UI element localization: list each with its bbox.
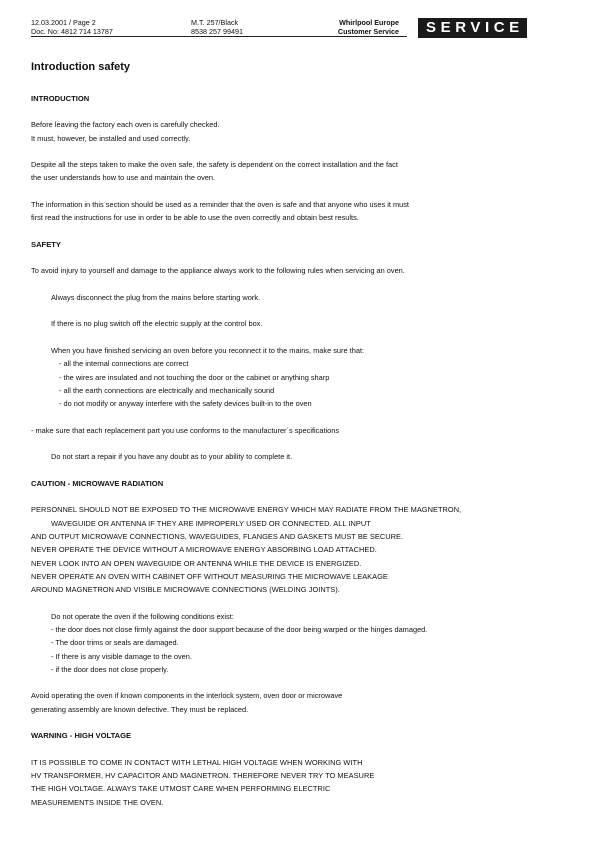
section-heading-warning: WARNING - HIGH VOLTAGE xyxy=(31,731,132,741)
list-item: - all the earth connections are electrically and mechanically sound xyxy=(59,385,275,395)
safety-paragraph-5: - make sure that each replacement part you use conforms to the manufacturer´s specifications xyxy=(31,425,340,435)
text-line: AROUND MAGNETRON AND VISIBLE MICROWAVE CONNECTIONS (WELDING JOINTS). xyxy=(31,585,340,595)
header-date: 12.03.2001 / Page 2 xyxy=(31,18,96,27)
safety-paragraph-6: Do not start a repair if you have any doubt as to your ability to complete it. xyxy=(51,452,293,462)
text-line: WAVEGUIDE OR ANTENNA IF THEY ARE IMPROPERLY USED OR CONNECTED. ALL INPUT xyxy=(51,518,371,528)
list-item: - if the door does not close properly. xyxy=(51,664,169,674)
text-line: NEVER OPERATE THE DEVICE WITHOUT A MICROWAVE ENERGY ABSORBING LOAD ATTACHED. xyxy=(31,545,377,555)
text-line: IT IS POSSIBLE TO COME IN CONTACT WITH LETHAL HIGH VOLTAGE WHEN WORKING WITH xyxy=(31,757,363,767)
list-item: - the door does not close firmly against the door support because of the door being warped or the hinges damaged. xyxy=(51,624,428,634)
text-line: Before leaving the factory each oven is carefully checked. xyxy=(31,120,220,130)
list-item: - the wires are insulated and not touching the door or the cabinet or anything sharp xyxy=(59,372,330,382)
header-doc-number: Doc. No: 4812 714 13787 xyxy=(31,27,113,36)
text-line: It must, however, be installed and used correctly. xyxy=(31,133,191,143)
section-heading-introduction: INTRODUCTION xyxy=(31,94,90,103)
text-line: The information in this section should be used as a reminder that the oven is safe and that anyone who uses it must xyxy=(31,200,409,210)
safety-paragraph-3: If there is no plug switch off the electric supply at the control box. xyxy=(51,319,263,329)
list-item: - do not modify or anyway interfere with the safety devices built-in to the oven xyxy=(59,399,312,409)
header-company-name: Whirlpool Europe xyxy=(339,18,399,27)
safety-paragraph-2: Always disconnect the plug from the mains before starting work. xyxy=(51,292,261,302)
header-model xyxy=(191,18,243,36)
document-body xyxy=(31,60,571,822)
safety-paragraph-4: When you have finished servicing an oven before you reconnect it to the mains, make sure that: xyxy=(51,346,365,356)
section-heading-safety: SAFETY xyxy=(31,239,61,249)
text-line: Avoid operating the oven if known components in the interlock system, oven door or microwave xyxy=(31,691,343,701)
text-line: Despite all the steps taken to make the oven safe, the safety is dependent on the correct installation and the fact xyxy=(31,160,398,170)
caution-paragraph-2: Do not operate the oven if the following conditions exist: xyxy=(51,611,234,621)
text-line: NEVER OPERATE AN OVEN WITH CABINET OFF WITHOUT MEASURING THE MICROWAVE LEAKAGE xyxy=(31,571,388,581)
text-line: HV TRANSFORMER, HV CAPACITOR AND MAGNETRON. THEREFORE NEVER TRY TO MEASURE xyxy=(31,770,375,780)
safety-checklist xyxy=(31,357,571,410)
text-line: the user understands how to use and maintain the oven. xyxy=(31,173,216,183)
text-line: first read the instructions for use in order to be able to use the oven correctly and obtain best results. xyxy=(31,213,359,223)
text-line: NEVER LOOK INTO AN OPEN WAVEGUIDE OR ANTENNA WHILE THE DEVICE IS ENERGIZED. xyxy=(31,558,362,568)
intro-paragraph-1 xyxy=(31,118,571,145)
header-divider xyxy=(31,36,407,37)
header-model-name: M.T. 257/Black xyxy=(191,18,239,27)
list-item: - all the internal connections are correct xyxy=(59,359,189,369)
safety-paragraph-1: To avoid injury to yourself and damage to the appliance always work to the following rules when servicing an oven. xyxy=(31,266,405,276)
page-title: Introduction safety xyxy=(31,61,131,73)
header-company xyxy=(321,18,399,36)
intro-paragraph-3 xyxy=(31,198,571,225)
list-item: - The door trims or seals are damaged. xyxy=(51,638,179,648)
header-model-number: 8538 257 99491 xyxy=(191,27,243,36)
text-line: generating assembly are known defective. They must be replaced. xyxy=(31,704,249,714)
intro-paragraph-2 xyxy=(31,158,571,185)
warning-block xyxy=(31,756,571,809)
caution-conditions-list xyxy=(31,623,571,676)
header-department: Customer Service xyxy=(337,27,399,36)
section-heading-caution: CAUTION - MICROWAVE RADIATION xyxy=(31,479,164,489)
text-line: MEASUREMENTS INSIDE THE OVEN. xyxy=(31,797,164,807)
list-item: - If there is any visible damage to the oven. xyxy=(51,651,192,661)
service-badge: SERVICE xyxy=(418,18,527,38)
text-line: PERSONNEL SHOULD NOT BE EXPOSED TO THE MICROWAVE ENERGY WHICH MAY RADIATE FROM THE MAGNETRON, xyxy=(31,505,462,515)
caution-block xyxy=(31,503,571,596)
caution-paragraph-3 xyxy=(31,689,571,716)
text-line: THE HIGH VOLTAGE. ALWAYS TAKE UTMOST CARE WHEN PERFORMING ELECTRIC xyxy=(31,784,331,794)
header-date-doc xyxy=(31,18,113,36)
text-line: AND OUTPUT MICROWAVE CONNECTIONS, WAVEGUIDES, FLANGES AND GASKETS MUST BE SECURE. xyxy=(31,531,404,541)
